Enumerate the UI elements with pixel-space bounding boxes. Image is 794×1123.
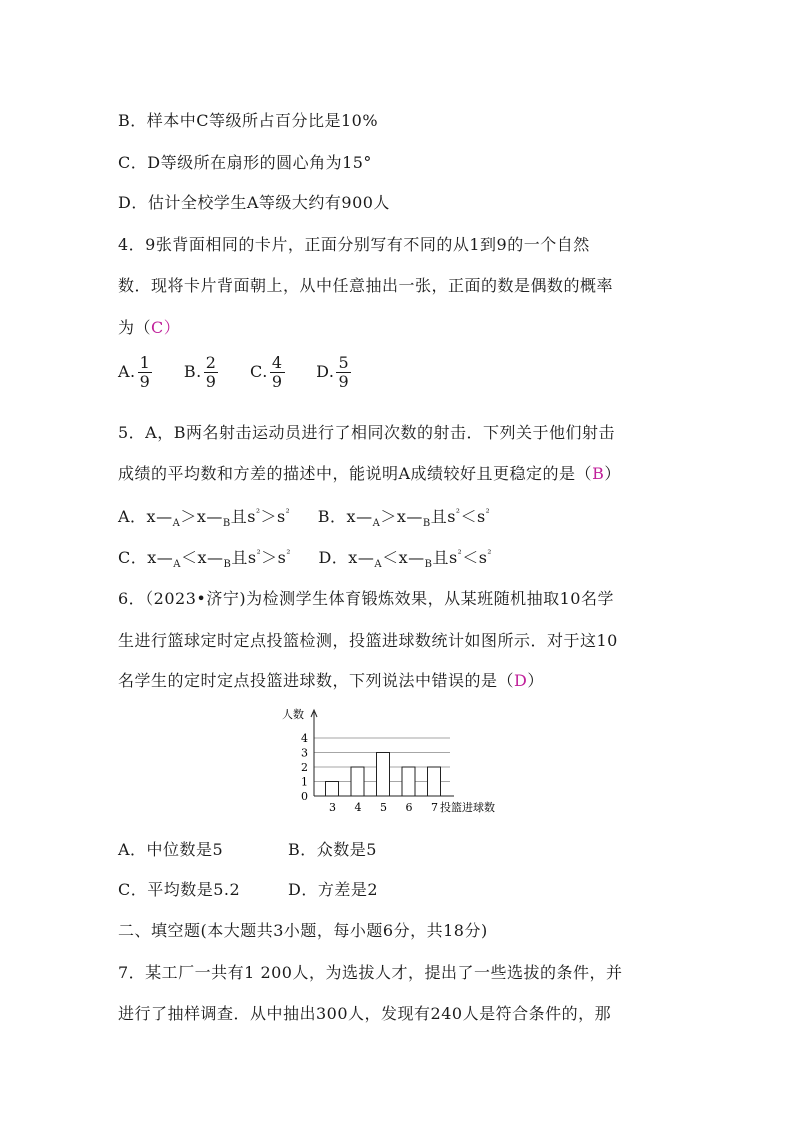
option-c-line: C．D等级所在扇形的圆心角为15° — [118, 153, 372, 172]
q4-option: C. $\frac{4}{9}$ — [250, 353, 283, 391]
x-tick-label: 5 — [380, 801, 387, 814]
y-tick-label: 2 — [301, 761, 308, 774]
q5-options-ab: A．$x—_A>x—_B$且$s^{^2}>s^{^2}$ B．$x—_A>x—_B$且$s^{^2}<s^{^2}$ — [118, 507, 491, 529]
q4-option: D. $\frac{5}{9}$ — [316, 353, 350, 391]
y-tick-label: 1 — [301, 775, 308, 789]
q6-options-ab: A．中位数是5 B．众数是5 — [118, 840, 377, 859]
q4-line-1: 4．9张背面相同的卡片，正面分别写有不同的从1到9的一个自然 — [118, 235, 590, 254]
bar — [428, 767, 441, 796]
option-b-line: B．样本中C等级所占百分比是10% — [118, 111, 379, 130]
x-tick-label: 3 — [329, 801, 336, 814]
y-tick-label: 3 — [301, 746, 308, 760]
y-tick-label: 4 — [301, 732, 308, 745]
q4-line-3: 为（C） — [118, 318, 181, 337]
q5-options-cd: C．$x—_A<x—_B$且$s^{^2}>s^{^2}$ D．$x—_A<x—_B$且$s^{^2}<s^{^2}$ — [118, 548, 492, 570]
bar — [377, 753, 390, 797]
bar — [402, 767, 415, 796]
x-tick-label: 4 — [354, 801, 362, 814]
bar — [326, 782, 339, 797]
q4-option: A. $\frac{1}{9}$ — [118, 353, 151, 391]
q5-line-2: 成绩的平均数和方差的描述中，能说明A成绩较好且更稳定的是（B） — [118, 464, 621, 483]
q5-line-1: 5．A，B两名射击运动员进行了相同次数的射击．下列关于他们射击 — [118, 423, 615, 442]
q4-answer: C — [151, 318, 164, 337]
q4-option: B. $\frac{2}{9}$ — [183, 353, 217, 391]
bar — [351, 767, 364, 796]
q6-answer: D — [514, 671, 528, 690]
q4-options — [118, 354, 377, 391]
y-tick-label: 0 — [301, 790, 308, 803]
x-tick-label: 6 — [405, 801, 413, 814]
q4-line-2: 数．现将卡片背面朝上，从中任意抽出一张，正面的数是偶数的概率 — [118, 276, 614, 295]
q7-line-2: 进行了抽样调查．从中抽出300人，发现有240人是符合条件的，那 — [118, 1004, 612, 1023]
q7-line-1: 7．某工厂一共有1 200人，为选拔人才，提出了一些选拔的条件，并 — [118, 963, 623, 982]
q6-line-2: 生进行篮球定时定点投篮检测，投篮进球数统计如图所示．对于这10 — [118, 631, 618, 650]
bar-chart — [272, 704, 532, 822]
x-axis-label: 投篮进球数 — [440, 801, 495, 814]
x-tick-label: 7 — [431, 801, 438, 814]
q6-options-cd: C．平均数是5.2 D．方差是2 — [118, 880, 379, 899]
option-d-line: D．估计全校学生A等级大约有900人 — [118, 193, 390, 212]
q5-answer: B — [592, 464, 605, 483]
y-axis-label: 人数 — [282, 708, 304, 721]
q6-line-1: 6．（2023•济宁)为检测学生体育锻炼效果，从某班随机抽取10名学 — [118, 589, 614, 608]
q6-line-3: 名学生的定时定点投篮进球数，下列说法中错误的是（D） — [118, 671, 544, 690]
section-heading: 二、填空题(本大题共3小题，每小题6分，共18分) — [118, 921, 488, 940]
